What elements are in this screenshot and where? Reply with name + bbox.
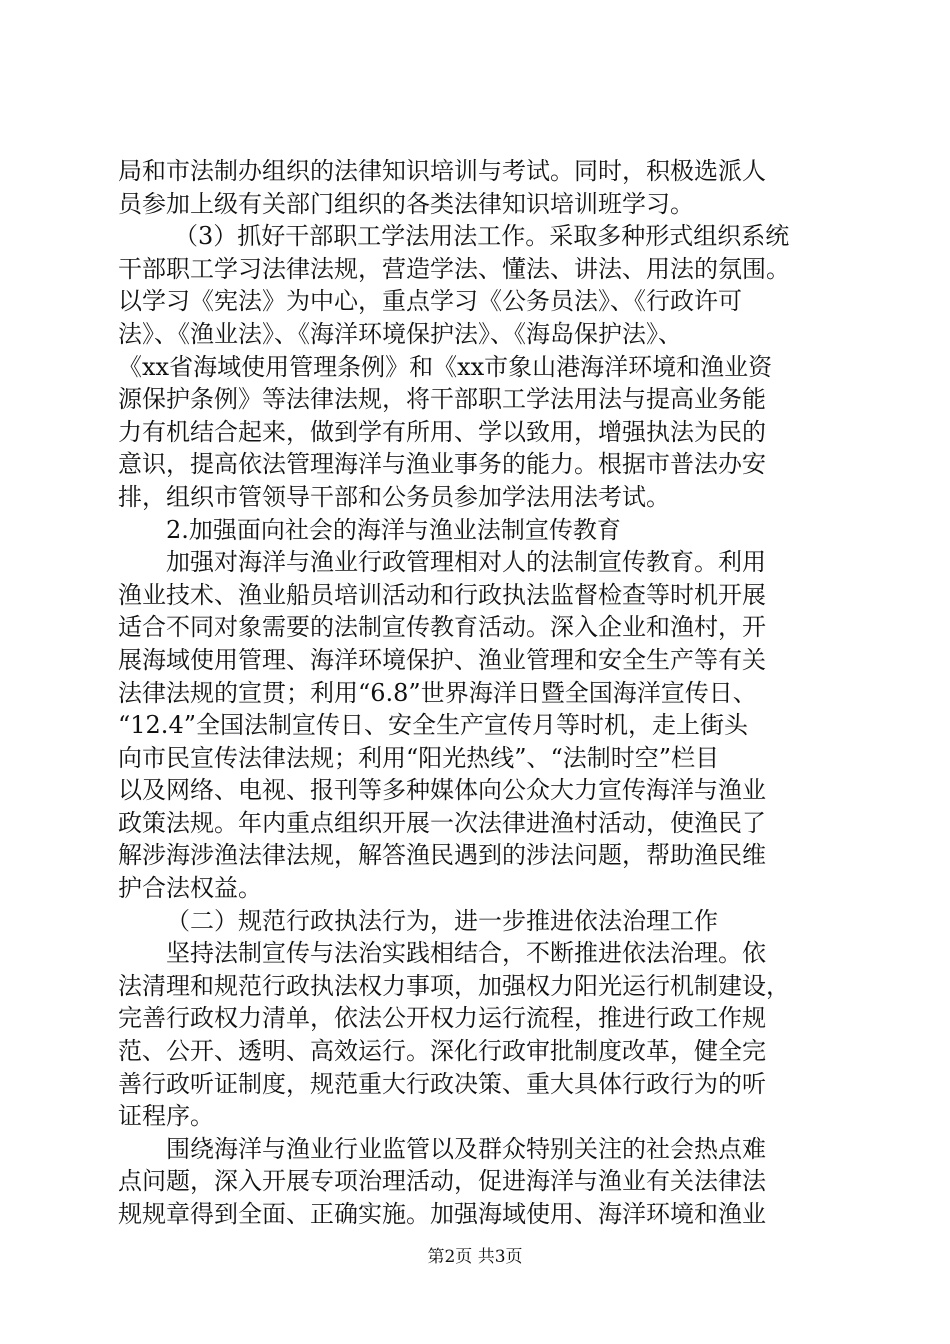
paragraph-line: 源保护条例》等法律法规，将干部职工学法用法与提高业务能 [118,385,766,414]
paragraph-first-line: 加强对海洋与渔业行政管理相对人的法制宣传教育。利用 [166,548,766,577]
paragraph-line: 力有机结合起来，做到学有所用、学以致用，增强执法为民的 [118,417,766,446]
paragraph-line: 点问题，深入开展专项治理活动，促进海洋与渔业有关法律法 [118,1167,766,1196]
paragraph-first-line: 围绕海洋与渔业行业监管以及群众特别关注的社会热点难 [166,1134,766,1163]
paragraph-line: 展海域使用管理、海洋环境保护、渔业管理和安全生产等有关 [118,645,766,674]
paragraph-first-line: （3）抓好干部职工学法用法工作。采取多种形式组织系统 [174,222,790,251]
paragraph-line: 渔业技术、渔业船员培训活动和行政执法监督检查等时机开展 [118,580,766,609]
paragraph-line: 政策法规。年内重点组织开展一次法律进渔村活动，使渔民了 [118,808,766,837]
paragraph-first-line: （二）规范行政执法行为，进一步推进依法治理工作 [166,906,718,935]
paragraph-line: 法》、《渔业法》、《海洋环境保护法》、《海岛保护法》、 [118,319,682,348]
paragraph-line: 护合法权益。 [118,874,262,903]
document-body [118,155,838,1231]
paragraph-line: 法清理和规范行政执法权力事项，加强权力阳光运行机制建设， [118,971,790,1000]
paragraph-line: 《xx省海域使用管理条例》和《xx市象山港海洋环境和渔业资 [118,352,773,381]
paragraph-line: 适合不同对象需要的法制宣传教育活动。深入企业和渔村，开 [118,613,766,642]
page-footer: 第2页 共3页 [427,1247,523,1267]
paragraph-line: 排，组织市管领导干部和公务员参加学法用法考试。 [118,482,670,511]
paragraph-line: 善行政听证制度，规范重大行政决策、重大具体行政行为的听 [118,1069,766,1098]
paragraph-first-line: 坚持法制宣传与法治实践相结合，不断推进依法治理。依 [166,939,766,968]
paragraph-line: 以及网络、电视、报刊等多种媒体向公众大力宣传海洋与渔业 [118,776,766,805]
paragraph-line: 员参加上级有关部门组织的各类法律知识培训班学习。 [118,189,694,218]
paragraph-line: 以学习《宪法》为中心，重点学习《公务员法》、《行政许可 [118,287,742,316]
paragraph-line: 范、公开、透明、高效运行。深化行政审批制度改革，健全完 [118,1037,766,1066]
paragraph-line: “12.4”全国法制宣传日、安全生产宣传月等时机，走上街头 [118,711,748,740]
paragraph-line: 意识，提高依法管理海洋与渔业事务的能力。根据市普法办安 [118,450,766,479]
paragraph-line: 完善行政权力清单，依法公开权力运行流程，推进行政工作规 [118,1004,766,1033]
paragraph-line: 证程序。 [118,1102,214,1131]
paragraph-line: 解涉海涉渔法律法规，解答渔民遇到的涉法问题，帮助渔民维 [118,841,766,870]
paragraph-line: 规规章得到全面、正确实施。加强海域使用、海洋环境和渔业 [118,1200,766,1228]
paragraph-line: 法律法规的宣贯；利用“6.8”世界海洋日暨全国海洋宣传日、 [118,678,757,707]
paragraph-first-line: 2.加强面向社会的海洋与渔业法制宣传教育 [166,515,621,544]
paragraph-line: 干部职工学习法律法规，营造学法、懂法、讲法、用法的氛围。 [118,254,790,283]
paragraph-line: 局和市法制办组织的法律知识培训与考试。同时，积极选派人 [118,157,766,185]
paragraph-line: 向市民宣传法律法规；利用“阳光热线”、“法制时空”栏目 [118,743,720,772]
